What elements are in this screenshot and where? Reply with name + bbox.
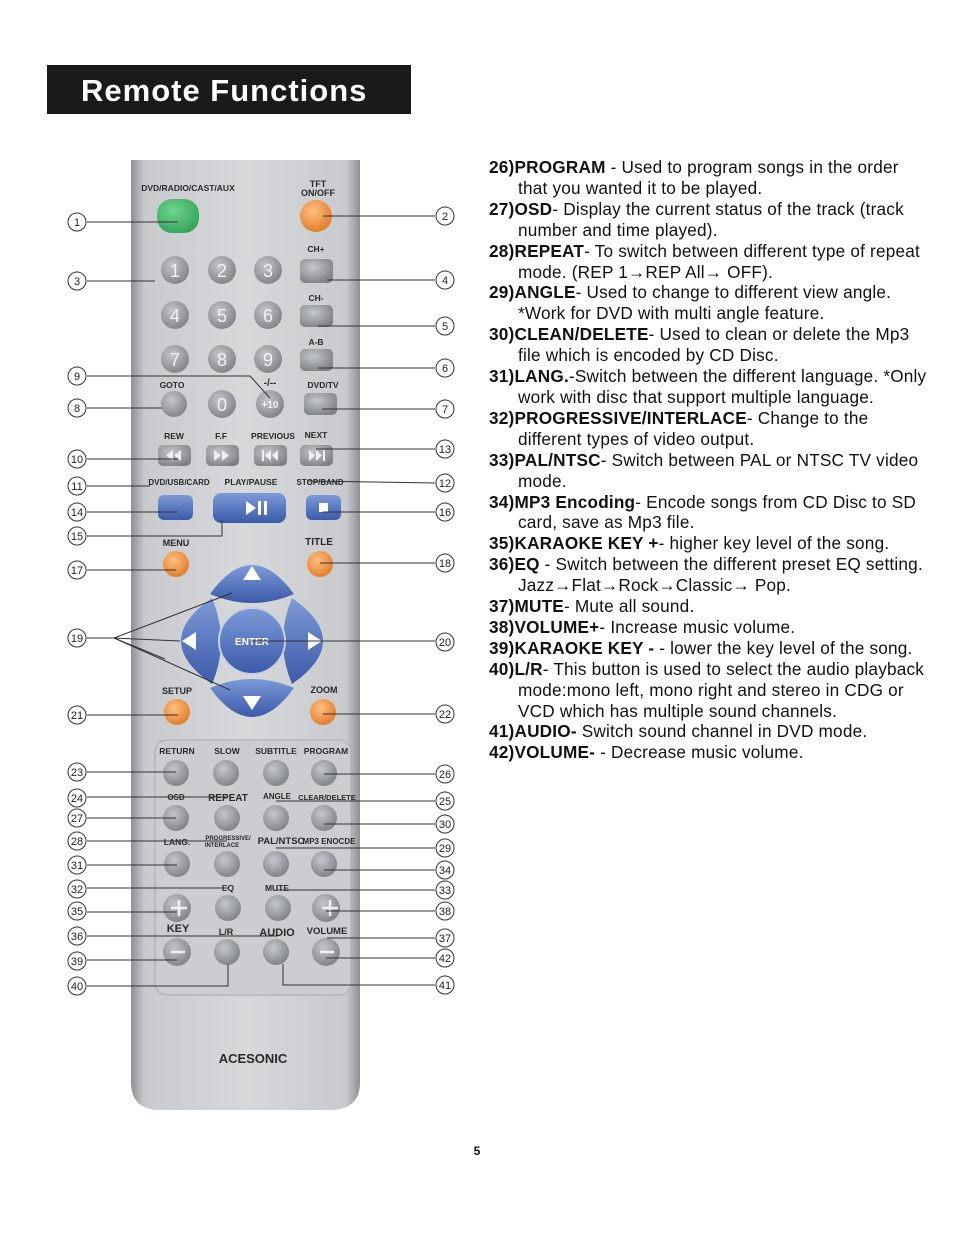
callout-42-label: 42	[438, 953, 452, 965]
digit-9-button[interactable]	[254, 345, 282, 373]
desc-item-31	[489, 366, 929, 408]
callout-39-label: 39	[70, 956, 84, 968]
tft-onoff-label: ON/OFF	[301, 188, 335, 198]
callout-20	[436, 633, 454, 651]
dvdtv-label: DVD/TV	[307, 380, 339, 390]
callout-17-label: 17	[70, 565, 84, 577]
angle-label: ANGLE	[263, 792, 291, 801]
desc-num: 36)	[489, 554, 515, 575]
desc-text: -Switch between the different language. *Only work with disc that support multiple language.	[518, 366, 927, 407]
digit-6-label: 6	[262, 306, 274, 326]
desc-item-38	[489, 617, 929, 638]
callout-31-label: 31	[70, 860, 84, 872]
digit-4-label: 4	[169, 306, 181, 326]
volume-minus-button[interactable]	[312, 938, 340, 966]
title-label: TITLE	[305, 537, 333, 548]
callout-9	[68, 367, 86, 385]
return-label: RETURN	[159, 746, 195, 756]
callout-32-label: 32	[70, 884, 84, 896]
desc-text: - higher key level of the song.	[658, 533, 890, 554]
desc-text: - This button is used to select the audio playback mode:mono left, mono right and stereo in CDG or VCD which has multiple sound channels.	[518, 658, 925, 721]
callout-1-label: 1	[73, 217, 81, 229]
menu-button[interactable]	[163, 551, 189, 577]
callout-22	[436, 705, 454, 723]
desc-num: 37)	[489, 596, 515, 617]
callout-16	[436, 503, 454, 521]
callout-18	[436, 554, 454, 572]
callout-6	[436, 359, 454, 377]
stop-button[interactable]	[306, 495, 341, 520]
goto-label: GOTO	[159, 380, 185, 390]
desc-text: - Increase music volume.	[599, 616, 796, 637]
audio-label: AUDIO	[259, 927, 295, 939]
pal-ntsc-label: PAL/NTSC	[257, 836, 305, 847]
callout-35	[68, 902, 86, 920]
desc-name: LANG.	[514, 366, 569, 387]
lang-button[interactable]	[164, 851, 190, 877]
desc-text: - Used to clean or delete the Mp3 file which is encoded by CD Disc.	[518, 324, 910, 366]
callout-14-label: 14	[70, 507, 84, 519]
desc-item-30	[489, 324, 929, 366]
callout-16-label: 16	[438, 507, 452, 519]
callouts-right	[436, 207, 454, 994]
subtitle-button[interactable]	[263, 760, 289, 786]
desc-name: PROGRAM	[514, 157, 606, 177]
callout-3-label: 3	[73, 276, 81, 288]
rew-label: REW	[164, 431, 184, 441]
callout-7-label: 7	[441, 404, 449, 416]
callout-29-label: 29	[438, 843, 452, 855]
volume-label: VOLUME	[306, 926, 348, 937]
callout-9-label: 9	[73, 371, 81, 383]
desc-text: - Switch between PAL or NTSC TV video mode.	[518, 449, 919, 491]
desc-text: - Encode songs from CD Disc to SD card, save as Mp3 file.	[518, 491, 917, 533]
volume-plus-button[interactable]	[312, 894, 340, 922]
digit-5-label: 5	[216, 306, 228, 326]
desc-item-37	[489, 596, 929, 617]
callout-4	[436, 271, 454, 289]
play-pause-button[interactable]	[213, 493, 286, 523]
ff-button[interactable]	[206, 445, 239, 466]
desc-text: - Used to program songs in the order that you wanted it to be played.	[518, 157, 899, 198]
next-label: NEXT	[304, 430, 328, 440]
desc-text: - Switch between the different preset EQ setting. Jazz→Flat→Rock→Classic→ Pop.	[518, 554, 923, 596]
desc-name: CLEAN/DELETE	[514, 324, 649, 345]
setup-button[interactable]	[164, 699, 190, 725]
callout-26	[436, 765, 454, 783]
goto-button[interactable]	[161, 391, 187, 417]
digit-4-button[interactable]	[161, 301, 189, 329]
mp3-encode-button[interactable]	[311, 851, 337, 877]
desc-item-39	[489, 638, 929, 659]
digit-0-label: 0	[216, 395, 228, 415]
callout-15-label: 15	[70, 531, 84, 543]
desc-text: - Mute all sound.	[563, 596, 695, 617]
subtitle-label: SUBTITLE	[255, 746, 297, 756]
digit-3-button[interactable]	[254, 256, 282, 284]
desc-item-26	[489, 157, 929, 199]
callout-37-label: 37	[438, 933, 452, 945]
callout-29	[436, 839, 454, 857]
callout-38-label: 38	[438, 906, 452, 918]
desc-num: 26)	[489, 157, 515, 177]
callout-6-label: 6	[441, 363, 449, 375]
dvd-radio-label: DVD/RADIO/CAST/AUX	[141, 183, 235, 193]
desc-name: KARAOKE KEY -	[514, 637, 655, 658]
play-pause-label: PLAY/PAUSE	[224, 477, 278, 487]
digit-2-label: 2	[216, 261, 228, 281]
callout-4-label: 4	[441, 275, 449, 287]
digit-5-button[interactable]	[208, 301, 236, 329]
callout-32	[68, 880, 86, 898]
digit-6-button[interactable]	[254, 301, 282, 329]
repeat-label: REPEAT	[208, 793, 248, 804]
callout-28	[68, 832, 86, 850]
lr-label: L/R	[218, 927, 234, 937]
callout-14	[68, 503, 86, 521]
callout-23	[68, 763, 86, 781]
stop-icon	[319, 503, 328, 512]
digit-1-label: 1	[169, 261, 181, 281]
callout-41-label: 41	[438, 980, 452, 992]
desc-name: MUTE	[514, 596, 564, 617]
callout-11-label: 11	[71, 481, 83, 493]
callout-3	[68, 272, 86, 290]
callout-22-label: 22	[438, 709, 452, 721]
ab-label: A-B	[308, 337, 324, 347]
callout-37	[436, 929, 454, 947]
desc-item-34	[489, 492, 929, 534]
desc-name: PROGRESSIVE/INTERLACE	[514, 407, 747, 428]
previous-button[interactable]	[254, 445, 287, 466]
plus10-label: +10	[261, 400, 279, 411]
mute-label: MUTE	[264, 883, 290, 893]
key-plus-button[interactable]	[163, 894, 191, 922]
callout-21-label: 21	[70, 710, 84, 722]
digit-1-button[interactable]	[161, 256, 189, 284]
desc-num: 33)	[489, 449, 515, 470]
callout-5	[436, 317, 454, 335]
eq-button[interactable]	[215, 895, 241, 921]
callout-19-label: 19	[70, 633, 84, 645]
callout-42	[436, 949, 454, 967]
ch-minus-button[interactable]	[300, 305, 333, 327]
desc-item-40	[489, 659, 929, 722]
desc-name: PAL/NTSC	[514, 449, 601, 470]
callout-38	[436, 902, 454, 920]
rew-button[interactable]	[158, 445, 191, 466]
desc-num: 27)	[489, 198, 515, 219]
desc-item-27	[489, 199, 929, 241]
callout-7	[436, 400, 454, 418]
desc-num: 31)	[489, 366, 515, 387]
desc-name: OSD	[514, 198, 553, 219]
zoom-button[interactable]	[310, 699, 336, 725]
callout-41	[436, 976, 454, 994]
pal-ntsc-button[interactable]	[263, 851, 289, 877]
callout-12-label: 12	[438, 478, 452, 490]
dash-label: -/--	[263, 378, 277, 389]
enter-label: ENTER	[235, 637, 269, 648]
title-button[interactable]	[307, 551, 333, 577]
callout-40	[68, 977, 86, 995]
digit-8-label: 8	[216, 350, 228, 370]
callout-28-label: 28	[70, 836, 84, 848]
setup-label: SETUP	[161, 686, 193, 696]
desc-num: 32)	[489, 407, 515, 428]
progressive-interlace-button[interactable]	[214, 851, 240, 877]
mp3-encode-label: MP3 ENOCDE	[302, 837, 356, 846]
callout-13	[436, 440, 454, 458]
callout-27-label: 27	[70, 813, 84, 825]
desc-num: 28)	[489, 240, 515, 261]
return-button[interactable]	[163, 760, 189, 786]
callout-25-label: 25	[438, 796, 452, 808]
page-title: Remote Functions	[81, 73, 368, 108]
clear-delete-label: CLEAR/DELETE	[298, 793, 356, 802]
callout-15	[68, 527, 86, 545]
callout-33-label: 33	[438, 885, 452, 897]
dvd-usb-card-button[interactable]	[158, 495, 193, 520]
ch-minus-label: CH-	[308, 293, 324, 303]
callout-10	[68, 450, 86, 468]
desc-name: EQ	[514, 554, 540, 575]
callout-1	[68, 213, 86, 231]
eq-label: EQ	[221, 883, 235, 893]
desc-name: VOLUME-	[514, 742, 596, 763]
next-button[interactable]	[300, 445, 333, 466]
desc-item-42	[489, 742, 929, 763]
desc-item-41	[489, 721, 929, 742]
callout-31	[68, 856, 86, 874]
digit-9-label: 9	[262, 350, 274, 370]
desc-item-32	[489, 408, 929, 450]
callout-18-label: 18	[438, 558, 452, 570]
digit-0-button[interactable]	[208, 390, 236, 418]
callout-19	[68, 629, 86, 647]
desc-text: - Used to change to different view angle. *Work for DVD with multi angle feature.	[518, 282, 892, 324]
desc-name: REPEAT	[514, 240, 585, 261]
brand-logo: ACESONIC	[218, 1051, 288, 1066]
program-button[interactable]	[311, 760, 337, 786]
desc-item-36	[489, 554, 929, 596]
desc-item-33	[489, 450, 929, 492]
digit-8-button[interactable]	[208, 345, 236, 373]
clear-delete-button[interactable]	[311, 805, 337, 831]
desc-text: - Display the current status of the track (track number and time played).	[518, 198, 904, 240]
desc-num: 35)	[489, 533, 515, 554]
digit-2-button[interactable]	[208, 256, 236, 284]
desc-item-29	[489, 282, 929, 324]
callout-13-label: 13	[438, 444, 452, 456]
callout-36-label: 36	[70, 931, 84, 943]
callout-24-label: 24	[70, 793, 84, 805]
dvd-radio-button[interactable]	[157, 199, 199, 233]
digit-7-label: 7	[169, 350, 181, 370]
callout-10-label: 10	[70, 454, 84, 466]
progressive-label: PROGRESSIVE/	[205, 836, 251, 842]
callout-2-label: 2	[441, 211, 449, 223]
ch-plus-label: CH+	[307, 244, 325, 254]
desc-num: 39)	[489, 637, 515, 658]
desc-num: 34)	[489, 491, 515, 512]
angle-button[interactable]	[263, 805, 289, 831]
callout-5-label: 5	[441, 321, 449, 333]
desc-num: 29)	[489, 282, 515, 303]
digit-3-label: 3	[262, 261, 274, 281]
callout-23-label: 23	[70, 767, 84, 779]
lr-button[interactable]	[214, 939, 240, 965]
key-minus-button[interactable]	[163, 938, 191, 966]
callout-24	[68, 789, 86, 807]
callout-8-label: 8	[73, 403, 81, 415]
osd-label: OSD	[167, 793, 185, 802]
callout-30-label: 30	[438, 819, 452, 831]
callout-34-label: 34	[438, 865, 452, 877]
callout-35-label: 35	[70, 906, 84, 918]
callout-33	[436, 881, 454, 899]
callout-2	[436, 207, 454, 225]
function-descriptions	[489, 157, 929, 763]
key-label: KEY	[166, 923, 190, 935]
callouts-left	[68, 213, 114, 995]
callout-11	[68, 477, 86, 495]
dvdtv-button[interactable]	[304, 393, 337, 415]
repeat-button[interactable]	[214, 805, 240, 831]
callout-34	[436, 861, 454, 879]
callout-8	[68, 399, 86, 417]
audio-button[interactable]	[263, 939, 289, 965]
desc-num: 42)	[489, 742, 515, 763]
callout-21	[68, 706, 86, 724]
callout-17	[68, 561, 86, 579]
desc-name: AUDIO-	[514, 721, 577, 742]
callout-40-label: 40	[70, 981, 84, 993]
desc-name: MP3 Encoding	[514, 491, 636, 512]
zoom-label: ZOOM	[310, 685, 338, 695]
callout-27	[68, 809, 86, 827]
slow-label: SLOW	[214, 746, 240, 756]
slow-button[interactable]	[213, 760, 239, 786]
desc-num: 40)	[489, 658, 515, 679]
desc-item-35	[489, 533, 929, 554]
desc-num: 38)	[489, 616, 515, 637]
desc-text: Switch sound channel in DVD mode.	[576, 721, 868, 742]
previous-label: PREVIOUS	[251, 431, 295, 441]
interlace-label: INTERLACE	[204, 843, 240, 849]
digit-7-button[interactable]	[161, 345, 189, 373]
desc-name: L/R	[514, 658, 543, 679]
desc-name: KARAOKE KEY +	[514, 533, 659, 554]
lang-label: LANG.	[163, 837, 191, 847]
ff-label: F.F	[215, 431, 227, 441]
callout-25	[436, 792, 454, 810]
callout-30	[436, 815, 454, 833]
program-label: PROGRAM	[303, 746, 349, 756]
callout-20-label: 20	[438, 637, 452, 649]
desc-text: - To switch between different type of repeat mode. (REP 1→REP All→ OFF).	[518, 240, 920, 282]
menu-label: MENU	[162, 538, 190, 548]
dvd-usb-card-label: DVD/USB/CARD	[148, 478, 210, 487]
mute-button[interactable]	[265, 895, 291, 921]
tft-label: TFT	[309, 179, 327, 189]
ch-plus-button[interactable]	[300, 259, 333, 283]
desc-name: ANGLE	[514, 282, 576, 303]
desc-text: - Change to the different types of video output.	[518, 407, 869, 449]
desc-num: 30)	[489, 324, 515, 345]
desc-text: - Decrease music volume.	[595, 742, 804, 763]
callout-26-label: 26	[438, 769, 452, 781]
desc-item-28	[489, 241, 929, 283]
stop-band-label: STOP/BAND	[296, 478, 344, 487]
desc-text: - lower the key level of the song.	[654, 637, 913, 658]
desc-num: 41)	[489, 721, 515, 742]
page-number: 5	[473, 1144, 481, 1158]
callout-12	[436, 474, 454, 492]
callout-39	[68, 952, 86, 970]
callout-36	[68, 927, 86, 945]
desc-name: VOLUME+	[514, 616, 600, 637]
